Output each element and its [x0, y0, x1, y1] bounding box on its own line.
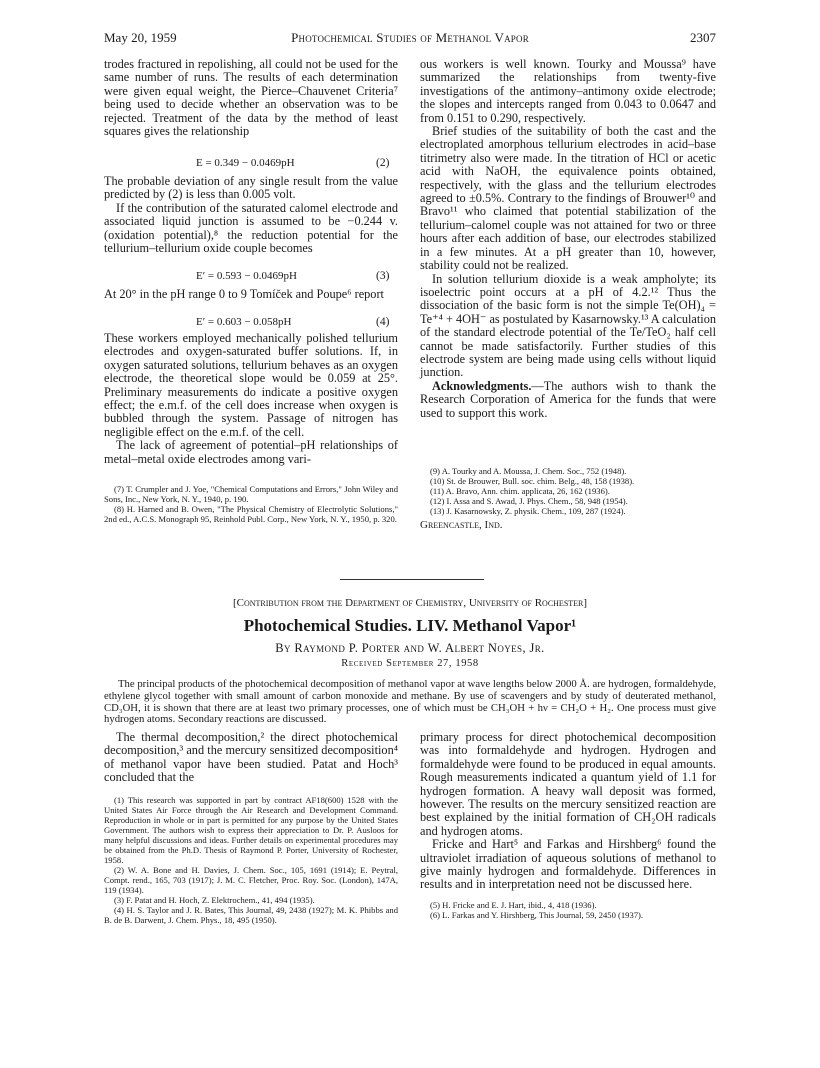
equation-4: E′ = 0.603 − 0.058pH: [196, 316, 292, 328]
footnote: (4) H. S. Taylor and J. R. Bates, This Journal, 49, 2438 (1927); M. K. Phibbs and B. de B. Darwent, J. Chem. Phys., 18, 495 (1950).: [104, 905, 398, 925]
city-signature: Greencastle, Ind.: [420, 519, 503, 531]
header-running-title: Photochemical Studies of Methanol Vapor: [291, 30, 529, 45]
left-column-mid2: [104, 288, 398, 301]
paragraph: The probable deviation of any single result from the value predicted by (2) is less than 0.005 volt.: [104, 174, 398, 202]
footnote: (8) H. Harned and B. Owen, "The Physical Chemistry of Electrolytic Solutions," 2nd ed., A.C.S. Monograph 95, Reinhold Publ. Corp., New York, N. Y., 1950, p. 320.: [104, 504, 398, 524]
footnote: (10) St. de Brouwer, Bull. soc. chim. Belg., 48, 158 (1938).: [430, 476, 635, 486]
equation-2: E = 0.349 − 0.0469pH: [196, 157, 295, 169]
right-column-upper: [420, 58, 716, 420]
article-title: Photochemical Studies. LIV. Methanol Vapor¹: [243, 616, 577, 635]
article-left-column: [104, 731, 398, 785]
article-right-footnotes: [420, 900, 716, 920]
header-page-number: 2307: [690, 30, 716, 45]
footnote: (11) A. Bravo, Ann. chim. applicata, 26, 162 (1936).: [430, 486, 610, 496]
paragraph: These workers employed mechanically polished tellurium electrodes and oxygen-saturated buffer solutions. If, in oxygen saturated solutions, tellurium behaves as an oxygen electrode, the theoretical slope would be 0.059 at 25°. Preliminary measurements do indicate a positive oxygen effect; the e.m.f. of the cell does increase when oxygen is bubbled through the system. Passage of nitrogen has negligible effect on the e.m.f. of the cell.: [104, 331, 398, 439]
contribution-line: [Contribution from the Department of Chemistry, University of Rochester]: [232, 597, 588, 609]
paragraph: ous workers is well known. Tourky and Moussa⁹ have summarized the relationships from twenty-five investigations of the antimony–antimony oxide electrode; the slopes and intercepts ranged from 0.043 to 0.0647 and from 0.151 to 0.290, respectively.: [420, 57, 716, 125]
acknowledgments-label: Acknowledgments.: [432, 378, 532, 393]
paragraph: In solution tellurium dioxide is a weak ampholyte; its isoelectric point occurs at a pH of 4.2.¹² Thus the dissociation of the basic form is not the simple Te(OH)₄ = Te⁺⁴ + 4OH⁻ as postulated by Kasarnowsky.¹³ A calculation of the standard electrode potential of the Te/TeO₂ half cell cannot be made satisfactorily. Further studies of this electrode system are being made using cells without liquid junction.: [420, 271, 716, 380]
equation-2-number: (2): [376, 157, 390, 169]
right-footnotes-upper: [420, 466, 716, 530]
footnote: (6) L. Farkas and Y. Hirshberg, This Journal, 59, 2450 (1937).: [430, 910, 644, 920]
left-footnotes-upper: [104, 484, 398, 524]
running-header: [104, 30, 716, 48]
paragraph: If the contribution of the saturated calomel electrode and associated liquid junction is assumed to be −0.244 v. (oxidation potential),⁸ the reduction potential for the tellurium–tellurium oxide couple becomes: [104, 200, 398, 256]
left-column-lower: [104, 332, 398, 466]
footnote: (2) W. A. Bone and H. Davies, J. Chem. Soc., 105, 1691 (1914); E. Peytral, Compt. rend., 165, 703 (1917); J. M. C. Fletcher, Proc. Roy. Soc. (London), 147A, 119 (1934).: [104, 865, 398, 895]
received-date: Received September 27, 1958: [341, 658, 479, 669]
header-date: May 20, 1959: [104, 30, 177, 45]
article-left-footnotes: [104, 795, 398, 925]
article-authors: By Raymond P. Porter and W. Albert Noyes, Jr.: [275, 641, 545, 655]
paragraph: Fricke and Hart⁵ and Farkas and Hirshberg⁶ found the ultraviolet irradiation of aqueous solutions of methanol to give mainly hydrogen and formaldehyde. Differences in results and in interpretation need not be discussed here.: [420, 837, 716, 892]
abstract: The principal products of the photochemical decomposition of methanol vapor at wave lengths below 2000 Å. are hydrogen, formaldehyde, ethylene glycol together with small amount of carbon monoxide and methane. By use of scavengers and by study of deuterated methanol, CD₃OH, it is shown that there are at least two primary processes, one of which must be CH₃OH + hν = CH₂O + H₂. One process must give hydrogen atoms. Secondary reactions are discussed.: [104, 678, 716, 726]
footnote: (3) F. Patat and H. Hoch, Z. Elektrochem., 41, 494 (1935).: [114, 895, 315, 905]
equation-4-number: (4): [376, 316, 390, 328]
footnote: (13) J. Kasarnowsky, Z. physik. Chem., 109, 287 (1924).: [430, 506, 626, 516]
acknowledgments-text: —The authors wish to thank the Research Corporation of America for the funds that were used to support this work.: [420, 378, 716, 420]
footnote: (7) T. Crumpler and J. Yoe, "Chemical Computations and Errors," John Wiley and Sons, Inc., New York, N. Y., 1940, p. 190.: [104, 484, 398, 504]
equation-3-number: (3): [376, 270, 390, 282]
paragraph: Brief studies of the suitability of both the cast and the electroplated amorphous tellurium electrodes in acid–base titrimetry also were made. In the titration of HCl or acetic acid with NaOH, the equivalence points obtained, respectively, with the glass and the tellurium electrodes agreed to ±0.5%. Contrary to the findings of Brouwer¹⁰ and Bravo¹¹ who claimed that potential stabilization of the tellurium–calomel couple was not attained for two or three hours after each addition of base, our electrodes stabilized in a few minutes. At a pH greater than 10, however, stability could not be realized.: [420, 124, 716, 273]
left-column-upper: [104, 58, 398, 138]
article-separator: [340, 579, 484, 580]
paragraph: The lack of agreement of potential–pH relationships of metal–metal oxide electrodes among vari-: [104, 438, 398, 466]
paragraph: trodes fractured in repolishing, all could not be used for the same number of runs. The results of each determination were given equal weight, the Pierce–Chauvenet Criteria⁷ being used to decide whether an observation was to be rejected. Treatment of the data by the method of least squares gives the relationship: [104, 57, 398, 139]
footnote: (1) This research was supported in part by contract AF18(600) 1528 with the United States Air Force through the Air Research and Development Command. Reproduction in whole or in part is permitted for any purpose by the United States Government. The authors wish to express their appreciation to Dr. P. Ausloos for many helpful discussions and ideas. Further details on experimental procedures may be obtained from the Ph.D. Thesis of Raymond P. Porter, University of Rochester, 1958.: [104, 795, 398, 865]
paragraph: At 20° in the pH range 0 to 9 Tomíček and Poupe⁶ report: [104, 287, 384, 301]
article-right-column: [420, 731, 716, 892]
paragraph: The thermal decomposition,² the direct photochemical decomposition,³ and the mercury sensitized decomposition⁴ of methanol vapor have been studied. Patat and Hoch³ concluded that the: [104, 730, 398, 785]
footnote: (9) A. Tourky and A. Moussa, J. Chem. Soc., 752 (1948).: [430, 466, 627, 476]
paragraph: primary process for direct photochemical decomposition was into formaldehyde and hydrogen. Hydrogen and formaldehyde were found to be produced in equal amounts. Rough measurements indicated a quantum yield of 1.1 for hydrogen formation. A heavy wall deposit was formed, however. The results on the mercury sensitized reaction are best explained by the initial formation of CH₂OH radicals and hydrogen atoms.: [420, 730, 716, 838]
left-column-mid: [104, 175, 398, 255]
equation-3: E′ = 0.593 − 0.0469pH: [196, 270, 297, 282]
footnote: (5) H. Fricke and E. J. Hart, ibid., 4, 418 (1936).: [430, 900, 597, 910]
footnote: (12) I. Assa and S. Awad, J. Phys. Chem., 58, 948 (1954).: [430, 496, 628, 506]
